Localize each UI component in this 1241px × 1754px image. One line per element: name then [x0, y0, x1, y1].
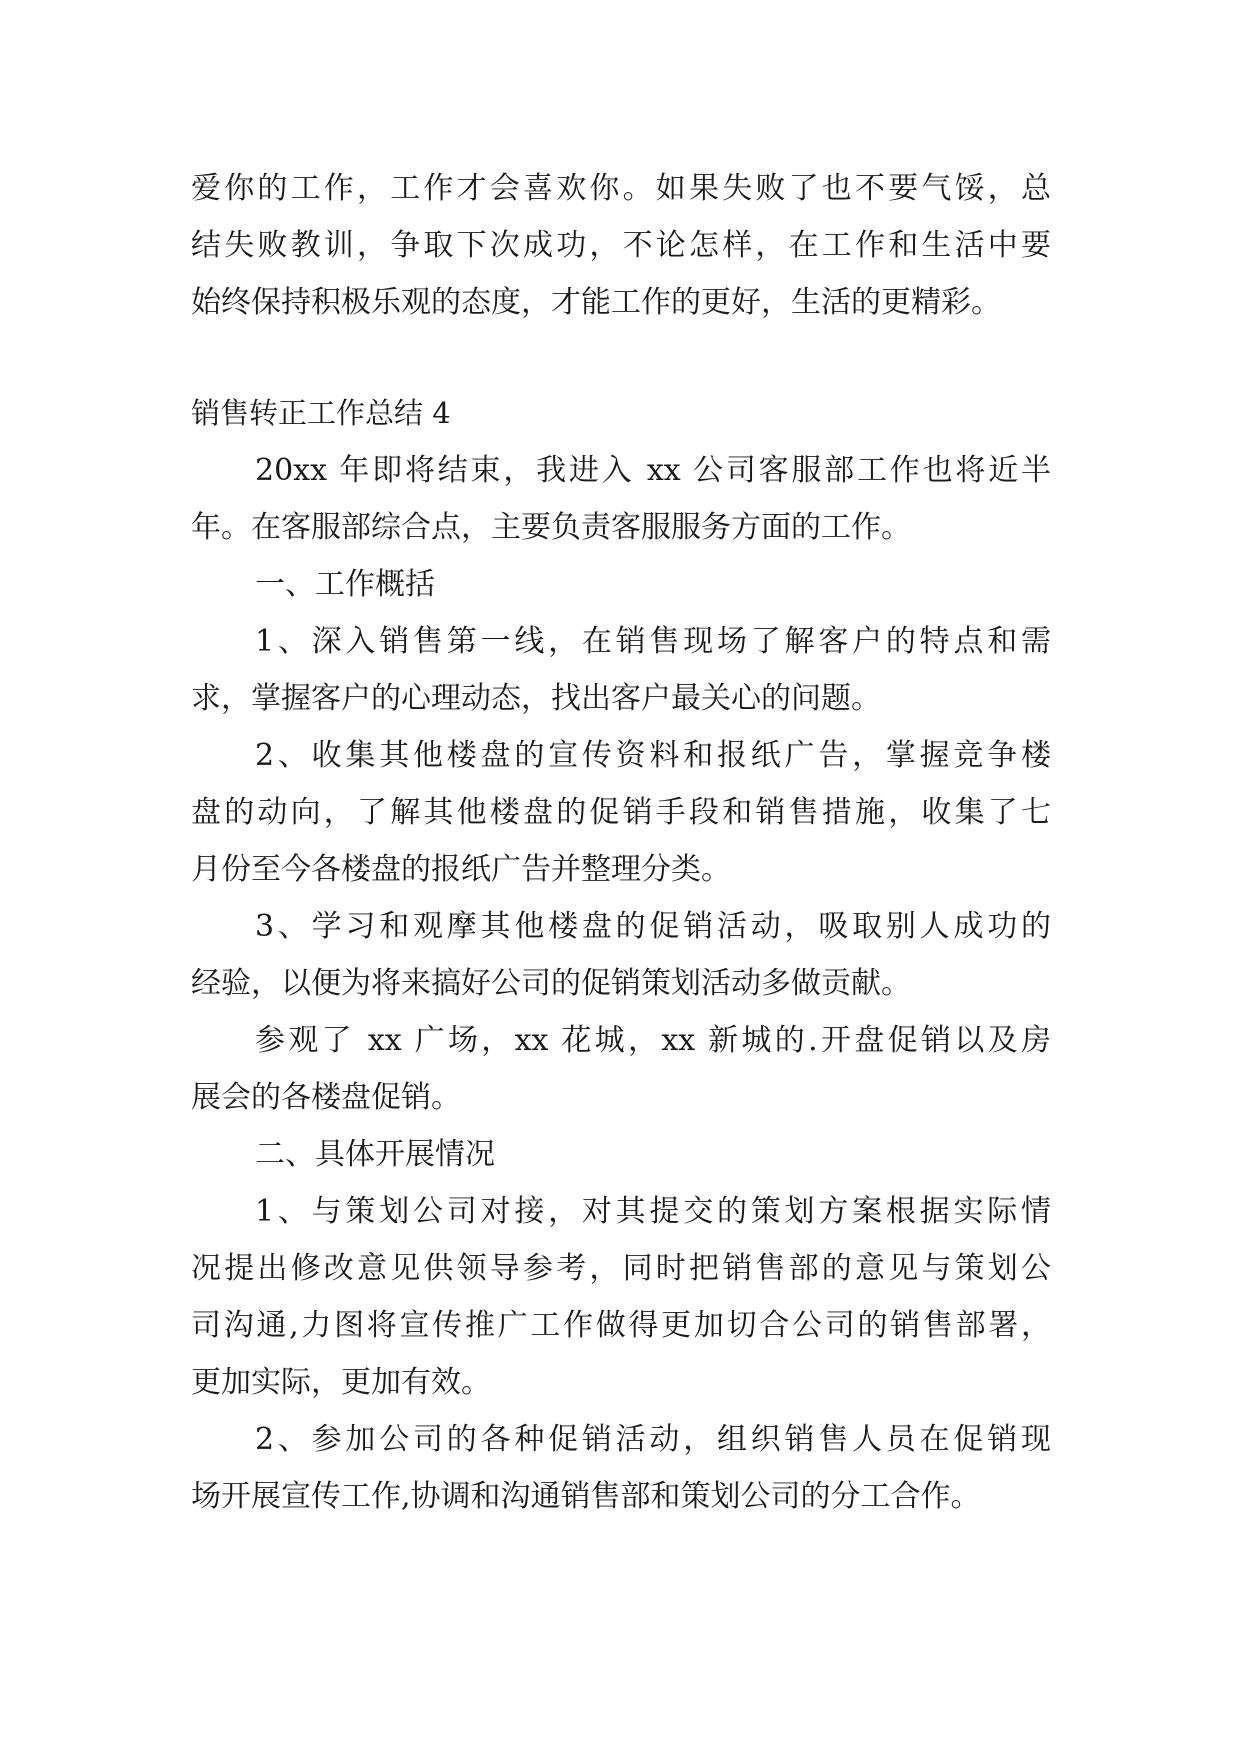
paragraph-item-1: [191, 613, 1051, 727]
text-line: 经验，以便为将来搞好公司的促销策划活动多做贡献。: [191, 966, 911, 1001]
text-line: 3、学习和观摩其他楼盘的促销活动，吸取别人成功的: [255, 909, 1051, 944]
paragraph-intro: [191, 442, 1051, 556]
text-line: 始终保持积极乐观的态度，才能工作的更好，生活的更精彩。: [191, 285, 1001, 320]
text-line: 1、与策划公司对接，对其提交的策划方案根据实际情: [255, 1194, 1051, 1229]
text-line: 2、参加公司的各种促销活动，组织销售人员在促销现: [255, 1422, 1051, 1457]
paragraph-visits: [191, 1012, 1051, 1126]
text-line: 场开展宣传工作,协调和沟通销售部和策划公司的分工合作。: [191, 1479, 981, 1514]
text-line: 展会的各楼盘促销。: [191, 1080, 461, 1115]
text-line: 月份至今各楼盘的报纸广告并整理分类。: [191, 852, 731, 887]
intro-paragraph: [191, 160, 1051, 331]
paragraph-progress-1: [191, 1183, 1051, 1411]
text-line: 年。在客服部综合点，主要负责客服服务方面的工作。: [191, 510, 911, 545]
document-page: [191, 160, 1051, 1525]
heading-specific-progress: [191, 1126, 1051, 1183]
text-line: 求，掌握客户的心理动态，找出客户最关心的问题。: [191, 681, 881, 716]
text-line: 参观了 xx 广场，xx 花城，xx 新城的.开盘促销以及房: [255, 1023, 1051, 1058]
section-title: 销售转正工作总结 4: [191, 396, 451, 430]
text-line: 2、收集其他楼盘的宣传资料和报纸广告，掌握竞争楼: [255, 738, 1051, 773]
text-line: 一、工作概括: [255, 567, 435, 602]
text-line: 爱你的工作，工作才会喜欢你。如果失败了也不要气馁，总: [191, 171, 1051, 206]
text-line: 二、具体开展情况: [255, 1137, 495, 1172]
paragraph-item-2: [191, 727, 1051, 898]
text-line: 1、深入销售第一线，在销售现场了解客户的特点和需: [255, 624, 1051, 659]
text-line: 结失败教训，争取下次成功，不论怎样，在工作和生活中要: [191, 228, 1051, 263]
paragraph-progress-2: [191, 1411, 1051, 1525]
text-line: 20xx 年即将结束，我进入 xx 公司客服部工作也将近半: [255, 453, 1051, 488]
text-line: 盘的动向，了解其他楼盘的促销手段和销售措施，收集了七: [191, 795, 1051, 830]
paragraph-item-3: [191, 898, 1051, 1012]
text-line: 更加实际，更加有效。: [191, 1365, 491, 1400]
text-line: 况提出修改意见供领导参考，同时把销售部的意见与策划公: [191, 1251, 1051, 1286]
heading-work-overview: [191, 556, 1051, 613]
text-line: 司沟通,力图将宣传推广工作做得更加切合公司的销售部署，: [191, 1308, 1051, 1343]
